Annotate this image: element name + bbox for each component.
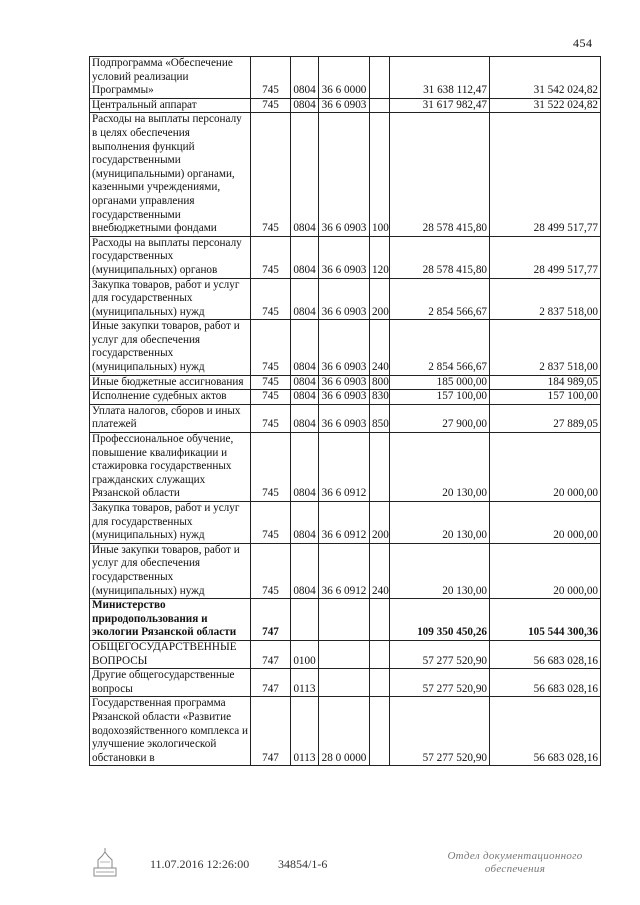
- cell-ved: 745: [251, 236, 291, 278]
- cell-cs: 36 6 0000: [319, 57, 370, 99]
- cell-rz: 0804: [291, 404, 319, 432]
- cell-ved: 745: [251, 320, 291, 375]
- cell-ved: 745: [251, 502, 291, 544]
- cell-ved: 745: [251, 375, 291, 390]
- cell-ved: 745: [251, 278, 291, 320]
- cell-sum-planned: 2 854 566,67: [390, 278, 490, 320]
- cell-rz: 0804: [291, 57, 319, 99]
- cell-sum-planned: 57 277 520,90: [390, 669, 490, 697]
- cell-sum-planned: 57 277 520,90: [390, 640, 490, 668]
- footer-department-stamp: [430, 850, 600, 876]
- cell-cs: 36 6 0903: [319, 113, 370, 236]
- table-row: [90, 57, 601, 99]
- cell-sum-planned: 28 578 415,80: [390, 113, 490, 236]
- cell-cs: 36 6 0912: [319, 502, 370, 544]
- row-name: Иные закупки товаров, работ и услуг для обеспечения государственных (муниципальных) нужд: [90, 320, 251, 375]
- cell-cs: 36 6 0903: [319, 390, 370, 405]
- table-row: [90, 390, 601, 405]
- table-row: [90, 640, 601, 668]
- cell-cs: 36 6 0903: [319, 278, 370, 320]
- cell-rz: 0804: [291, 543, 319, 598]
- page-number: 454: [573, 36, 593, 50]
- cell-rz: 0100: [291, 640, 319, 668]
- cell-ved: 745: [251, 404, 291, 432]
- table-row: [90, 697, 601, 766]
- row-name: Подпрограмма «Обеспечение условий реализации Программы»: [90, 57, 251, 99]
- row-name: Уплата налогов, сборов и иных платежей: [90, 404, 251, 432]
- cell-sum-executed: 56 683 028,16: [490, 697, 601, 766]
- row-name: Другие общегосударственные вопросы: [90, 669, 251, 697]
- cell-vr: [370, 57, 390, 99]
- table-row: [90, 375, 601, 390]
- cell-sum-planned: 20 130,00: [390, 433, 490, 502]
- cell-vr: [370, 669, 390, 697]
- cell-rz: 0804: [291, 502, 319, 544]
- cell-sum-planned: 109 350 450,26: [390, 599, 490, 641]
- table-row: [90, 236, 601, 278]
- footer-date: 11.07.2016 12:26:00: [150, 857, 250, 871]
- cell-cs: 36 6 0912: [319, 543, 370, 598]
- cell-sum-executed: 56 683 028,16: [490, 640, 601, 668]
- row-name: Иные закупки товаров, работ и услуг для обеспечения государственных (муниципальных) нужд: [90, 543, 251, 598]
- cell-rz: 0113: [291, 669, 319, 697]
- row-name: Профессиональное обучение, повышение квалификации и стажировка государственных гражданских служащих Рязанской области: [90, 433, 251, 502]
- cell-sum-planned: 57 277 520,90: [390, 697, 490, 766]
- cell-cs: 36 6 0912: [319, 433, 370, 502]
- row-name: Закупка товаров, работ и услуг для государственных (муниципальных) нужд: [90, 502, 251, 544]
- stamp-line-2: обеспечения: [484, 863, 546, 875]
- cell-rz: 0804: [291, 278, 319, 320]
- cell-vr: 100: [370, 113, 390, 236]
- cell-rz: 0804: [291, 236, 319, 278]
- cell-vr: 850: [370, 404, 390, 432]
- budget-table-body: [90, 57, 601, 766]
- cell-vr: [370, 697, 390, 766]
- cell-sum-executed: 157 100,00: [490, 390, 601, 405]
- row-name: Исполнение судебных актов: [90, 390, 251, 405]
- cell-vr: 240: [370, 543, 390, 598]
- cell-ved: 745: [251, 433, 291, 502]
- cell-vr: 200: [370, 502, 390, 544]
- table-row: [90, 669, 601, 697]
- cell-ved: 745: [251, 543, 291, 598]
- cell-rz: 0804: [291, 113, 319, 236]
- cell-rz: 0113: [291, 697, 319, 766]
- cell-ved: 747: [251, 640, 291, 668]
- cell-sum-executed: 2 837 518,00: [490, 320, 601, 375]
- cell-sum-planned: 31 617 982,47: [390, 98, 490, 113]
- table-row: [90, 113, 601, 236]
- cell-vr: [370, 599, 390, 641]
- cell-rz: 0804: [291, 375, 319, 390]
- stamp-line-1: Отдел документационного: [447, 850, 583, 862]
- row-name: Министерство природопользования и экологии Рязанской области: [90, 599, 251, 641]
- cell-vr: [370, 433, 390, 502]
- table-row: [90, 502, 601, 544]
- cell-ved: 745: [251, 113, 291, 236]
- cell-sum-executed: 105 544 300,36: [490, 599, 601, 641]
- cell-vr: 830: [370, 390, 390, 405]
- cell-sum-executed: 28 499 517,77: [490, 113, 601, 236]
- cell-cs: 36 6 0903: [319, 236, 370, 278]
- row-name: Иные бюджетные ассигнования: [90, 375, 251, 390]
- cell-sum-planned: 157 100,00: [390, 390, 490, 405]
- cell-sum-planned: 27 900,00: [390, 404, 490, 432]
- cell-cs: 36 6 0903: [319, 98, 370, 113]
- table-row: [90, 404, 601, 432]
- cell-vr: 240: [370, 320, 390, 375]
- cell-cs: 28 0 0000: [319, 697, 370, 766]
- budget-table: [89, 56, 601, 766]
- cell-vr: 800: [370, 375, 390, 390]
- table-row: [90, 599, 601, 641]
- cell-sum-planned: 31 638 112,47: [390, 57, 490, 99]
- cell-rz: 0804: [291, 320, 319, 375]
- cell-sum-executed: 20 000,00: [490, 502, 601, 544]
- table-row: [90, 98, 601, 113]
- cell-vr: 200: [370, 278, 390, 320]
- cell-ved: 747: [251, 669, 291, 697]
- coat-of-arms-icon: [88, 846, 122, 880]
- cell-cs: 36 6 0903: [319, 404, 370, 432]
- cell-rz: 0804: [291, 433, 319, 502]
- table-row: [90, 278, 601, 320]
- cell-sum-executed: 20 000,00: [490, 543, 601, 598]
- cell-sum-executed: 20 000,00: [490, 433, 601, 502]
- cell-rz: [291, 599, 319, 641]
- cell-ved: 747: [251, 697, 291, 766]
- cell-sum-planned: 2 854 566,67: [390, 320, 490, 375]
- row-name: Центральный аппарат: [90, 98, 251, 113]
- cell-sum-planned: 28 578 415,80: [390, 236, 490, 278]
- cell-sum-executed: 31 542 024,82: [490, 57, 601, 99]
- cell-ved: 745: [251, 390, 291, 405]
- footer-doc-number: 34854/1-6: [278, 857, 328, 871]
- cell-sum-executed: 184 989,05: [490, 375, 601, 390]
- row-name: Расходы на выплаты персоналу в целях обеспечения выполнения функций государственными (муниципальными) органами, казенными учреждениями, органами управления государственными внебюджетными фондами: [90, 113, 251, 236]
- row-name: ОБЩЕГОСУДАРСТВЕННЫЕ ВОПРОСЫ: [90, 640, 251, 668]
- cell-cs: 36 6 0903: [319, 320, 370, 375]
- cell-vr: [370, 98, 390, 113]
- table-row: [90, 320, 601, 375]
- cell-vr: [370, 640, 390, 668]
- cell-sum-executed: 31 522 024,82: [490, 98, 601, 113]
- cell-ved: 745: [251, 98, 291, 113]
- row-name: Расходы на выплаты персоналу государственных (муниципальных) органов: [90, 236, 251, 278]
- cell-rz: 0804: [291, 390, 319, 405]
- row-name: Государственная программа Рязанской области «Развитие водохозяйственного комплекса и улучшение экологической обстановки в: [90, 697, 251, 766]
- cell-cs: 36 6 0903: [319, 375, 370, 390]
- cell-sum-executed: 2 837 518,00: [490, 278, 601, 320]
- cell-sum-planned: 20 130,00: [390, 543, 490, 598]
- cell-rz: 0804: [291, 98, 319, 113]
- cell-cs: [319, 599, 370, 641]
- cell-cs: [319, 669, 370, 697]
- cell-vr: 120: [370, 236, 390, 278]
- cell-sum-executed: 28 499 517,77: [490, 236, 601, 278]
- cell-sum-executed: 27 889,05: [490, 404, 601, 432]
- table-row: [90, 543, 601, 598]
- cell-sum-planned: 185 000,00: [390, 375, 490, 390]
- cell-sum-planned: 20 130,00: [390, 502, 490, 544]
- cell-cs: [319, 640, 370, 668]
- cell-sum-executed: 56 683 028,16: [490, 669, 601, 697]
- cell-ved: 747: [251, 599, 291, 641]
- table-row: [90, 433, 601, 502]
- cell-ved: 745: [251, 57, 291, 99]
- row-name: Закупка товаров, работ и услуг для государственных (муниципальных) нужд: [90, 278, 251, 320]
